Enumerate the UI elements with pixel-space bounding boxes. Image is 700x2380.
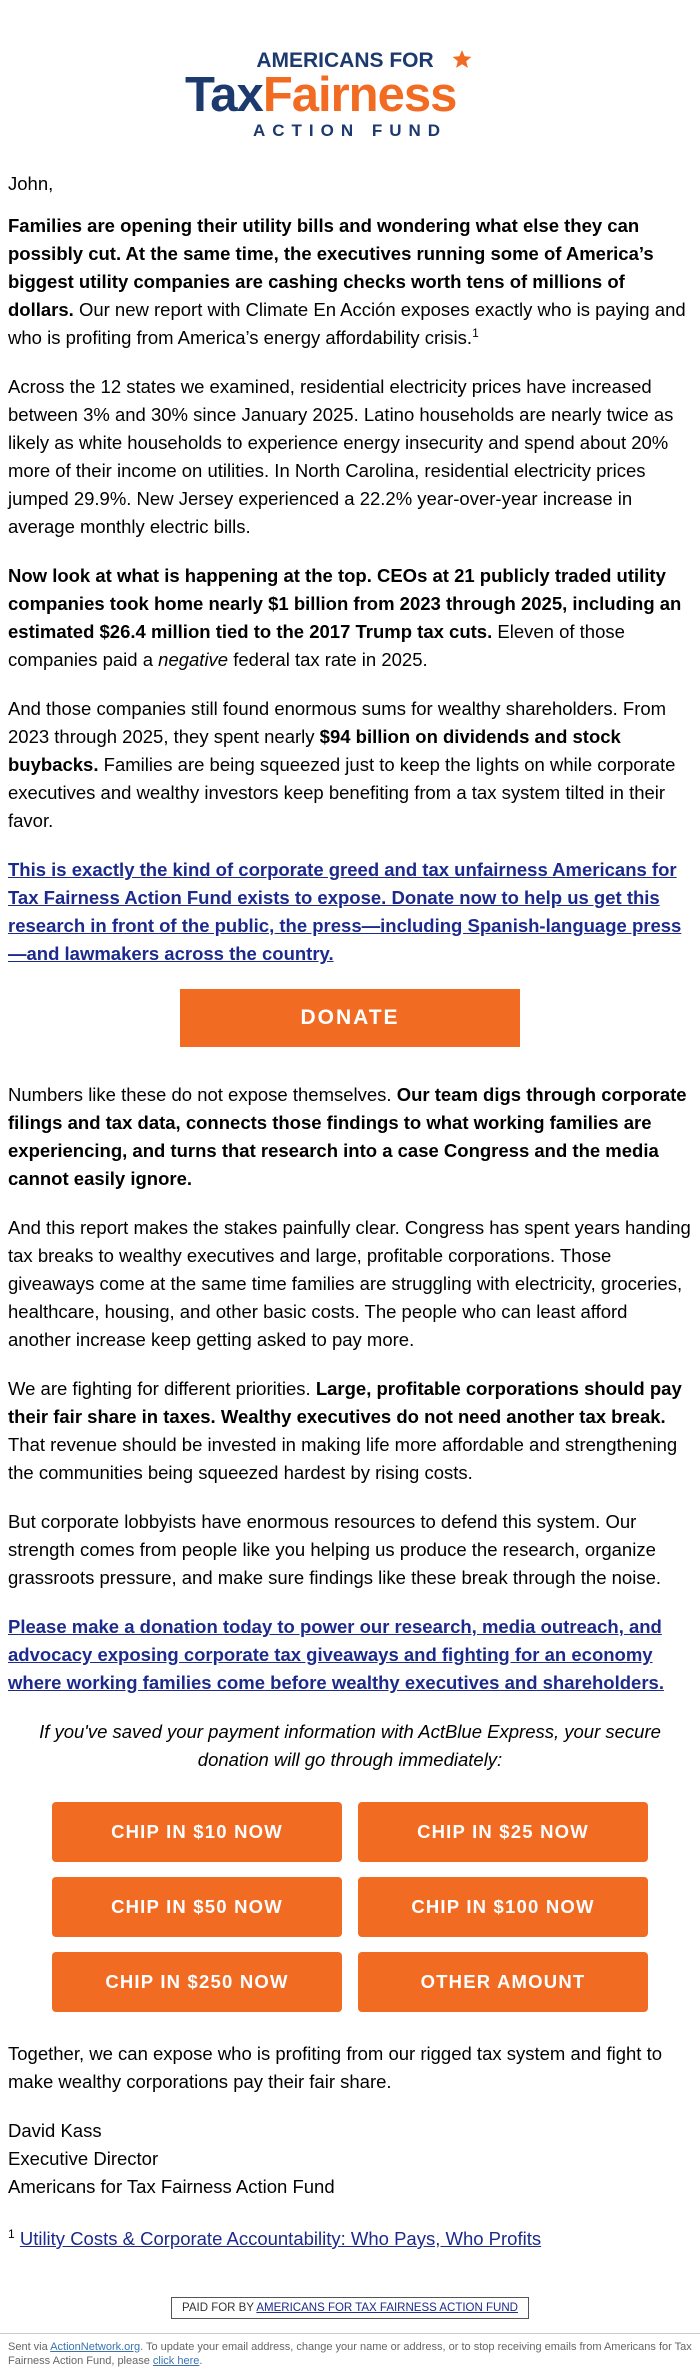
paid-for-org-link[interactable]: AMERICANS FOR TAX FAIRNESS ACTION FUND <box>256 2302 518 2314</box>
signature <box>8 2117 692 2201</box>
logo-word-fairness: Fairness <box>262 68 457 122</box>
donation-text-link[interactable]: Please make a donation today to power our research, media outreach, and advocacy exposing corporate tax giveaways and fighting for an economy where working families come before wealthy executives and shareholders. <box>8 1616 664 1693</box>
chip-in-buttons <box>8 1802 692 2012</box>
research-start: Numbers like these do not expose themselves. <box>8 1084 397 1105</box>
ceos-end: federal tax rate in 2025. <box>228 649 428 670</box>
ceos-mid: Eleven of those companies paid a <box>8 621 625 670</box>
other-amount-button[interactable]: OTHER AMOUNT <box>358 1952 648 2012</box>
paragraph-donate-link <box>8 856 692 968</box>
paid-for-prefix: PAID FOR BY <box>182 2302 257 2314</box>
paragraph-lobbyists: But corporate lobbyists have enormous resources to defend this system. Our strength comes from people like you helping us produce the research, organize grassroots pressure, and make sure findings like these break through the noise. <box>8 1511 662 1588</box>
shareholders-bold: $94 billion on dividends and stock buybacks. <box>8 726 621 775</box>
logo-line-americans-for: AMERICANS FOR <box>256 49 434 72</box>
footer-middle: . To update your email address, change your name or address, or to stop receiving emails from Americans for Tax Fairness Action Fund, please <box>8 2341 692 2367</box>
signature-org: Americans for Tax Fairness Action Fund <box>8 2176 335 2197</box>
logo-wordmark <box>185 68 456 122</box>
paragraph-ceos <box>8 562 692 674</box>
footnote-ref[interactable]: 1 <box>472 325 479 340</box>
footnote <box>8 2225 692 2253</box>
priorities-bold: Large, profitable corporations should pay their fair share in taxes. Wealthy executives do not need another tax break. <box>8 1378 682 1427</box>
footnote-report-link[interactable]: Utility Costs & Corporate Accountability: Who Pays, Who Profits <box>19 2228 542 2249</box>
paragraph-research <box>8 1081 692 1193</box>
footnote-number: 1 <box>8 2226 15 2241</box>
action-network-link[interactable]: ActionNetwork.org <box>50 2341 141 2353</box>
footer-end: . <box>199 2355 203 2367</box>
actblue-express-note: If you've saved your payment information with ActBlue Express, your secure donation will go through immediately: <box>39 1721 661 1770</box>
footer-sent-via: Sent via <box>8 2341 51 2353</box>
ceos-italic: negative <box>158 649 229 670</box>
footer <box>0 2334 700 2380</box>
shareholders-end: Families are being squeezed just to keep the lights on while corporate executives and wealthy investors keep benefiting from a tax system tilted in their favor. <box>8 754 676 831</box>
paragraph-prices: Across the 12 states we examined, residential electricity prices have increased between 3% and 30% since January 2025. Latino households are nearly twice as likely as white households to experience energy insecurity and spend about 20% more of their income on utilities. In North Carolina, residential electricity prices jumped 29.9%. New Jersey experienced a 22.2% year-over-year increase in average monthly electric bills. <box>8 376 674 537</box>
paragraph-stakes: And this report makes the stakes painfully clear. Congress has spent years handing tax breaks to wealthy executives and large, profitable corporations. Those giveaways come at the same time families are struggling with electricity, groceries, healthcare, housing, and other basic costs. The people who can least afford another increase keep getting asked to pay more. <box>8 1217 691 1350</box>
donate-button-container <box>8 989 692 1047</box>
chip-in-25-button[interactable]: CHIP IN $25 NOW <box>358 1802 648 1862</box>
signature-title: Executive Director <box>8 2148 159 2169</box>
donate-button[interactable]: DONATE <box>180 989 520 1047</box>
intro-bold: Families are opening their utility bills and wondering what else they can possibly cut. At the same time, the executives running some of America’s biggest utility companies are cashing checks worth tens of millions of dollars. <box>8 215 654 320</box>
signature-name: David Kass <box>8 2120 102 2141</box>
chip-in-10-button[interactable]: CHIP IN $10 NOW <box>52 1802 342 1862</box>
atf-logo-graphic <box>180 48 520 140</box>
shareholders-start: And those companies still found enormous sums for wealthy shareholders. From 2023 through 2025, they spent nearly <box>8 698 667 747</box>
intro-rest: Our new report with Climate En Acción exposes exactly who is paying and who is profiting from America’s energy affordability crisis. <box>8 299 686 348</box>
paragraph-closing: Together, we can expose who is profiting from our rigged tax system and fight to make wealthy corporations pay their fair share. <box>8 2043 663 2092</box>
priorities-end: That revenue should be invested in making life more affordable and strengthening the communities being squeezed hardest by rising costs. <box>8 1434 678 1483</box>
salutation: John, <box>8 173 54 194</box>
research-bold: Our team digs through corporate filings and tax data, connects those findings to what working families are experiencing, and turns that research into a case Congress and the media cannot easily ignore. <box>8 1084 687 1189</box>
ceos-bold: Now look at what is happening at the top. CEOs at 21 publicly traded utility companies took home nearly $1 billion from 2023 through 2025, including an estimated $26.4 million tied to the 2017 Trump tax cuts. <box>8 565 682 642</box>
logo-star-icon <box>453 50 472 68</box>
chip-in-250-button[interactable]: CHIP IN $250 NOW <box>52 1952 342 2012</box>
chip-in-50-button[interactable]: CHIP IN $50 NOW <box>52 1877 342 1937</box>
chip-in-100-button[interactable]: CHIP IN $100 NOW <box>358 1877 648 1937</box>
paragraph-shareholders <box>8 695 692 835</box>
atf-logo <box>0 0 700 140</box>
paid-for-container <box>0 2297 700 2319</box>
unsubscribe-link[interactable]: click here <box>152 2355 200 2367</box>
paragraph-donation-link <box>8 1613 692 1697</box>
logo-word-tax: Tax <box>185 68 263 122</box>
priorities-start: We are fighting for different priorities. <box>8 1378 316 1399</box>
message-content <box>0 170 700 2253</box>
logo-line-action-fund: ACTION FUND <box>252 121 448 140</box>
donate-text-link[interactable]: This is exactly the kind of corporate greed and tax unfairness Americans for Tax Fairness Action Fund exists to expose. Donate now to help us get this research in front of the public, the press—including Spanish-language press—and lawmakers across the country. <box>8 859 682 964</box>
paragraph-intro <box>8 212 692 352</box>
paragraph-priorities <box>8 1375 692 1487</box>
paid-for-disclaimer <box>171 2297 529 2319</box>
